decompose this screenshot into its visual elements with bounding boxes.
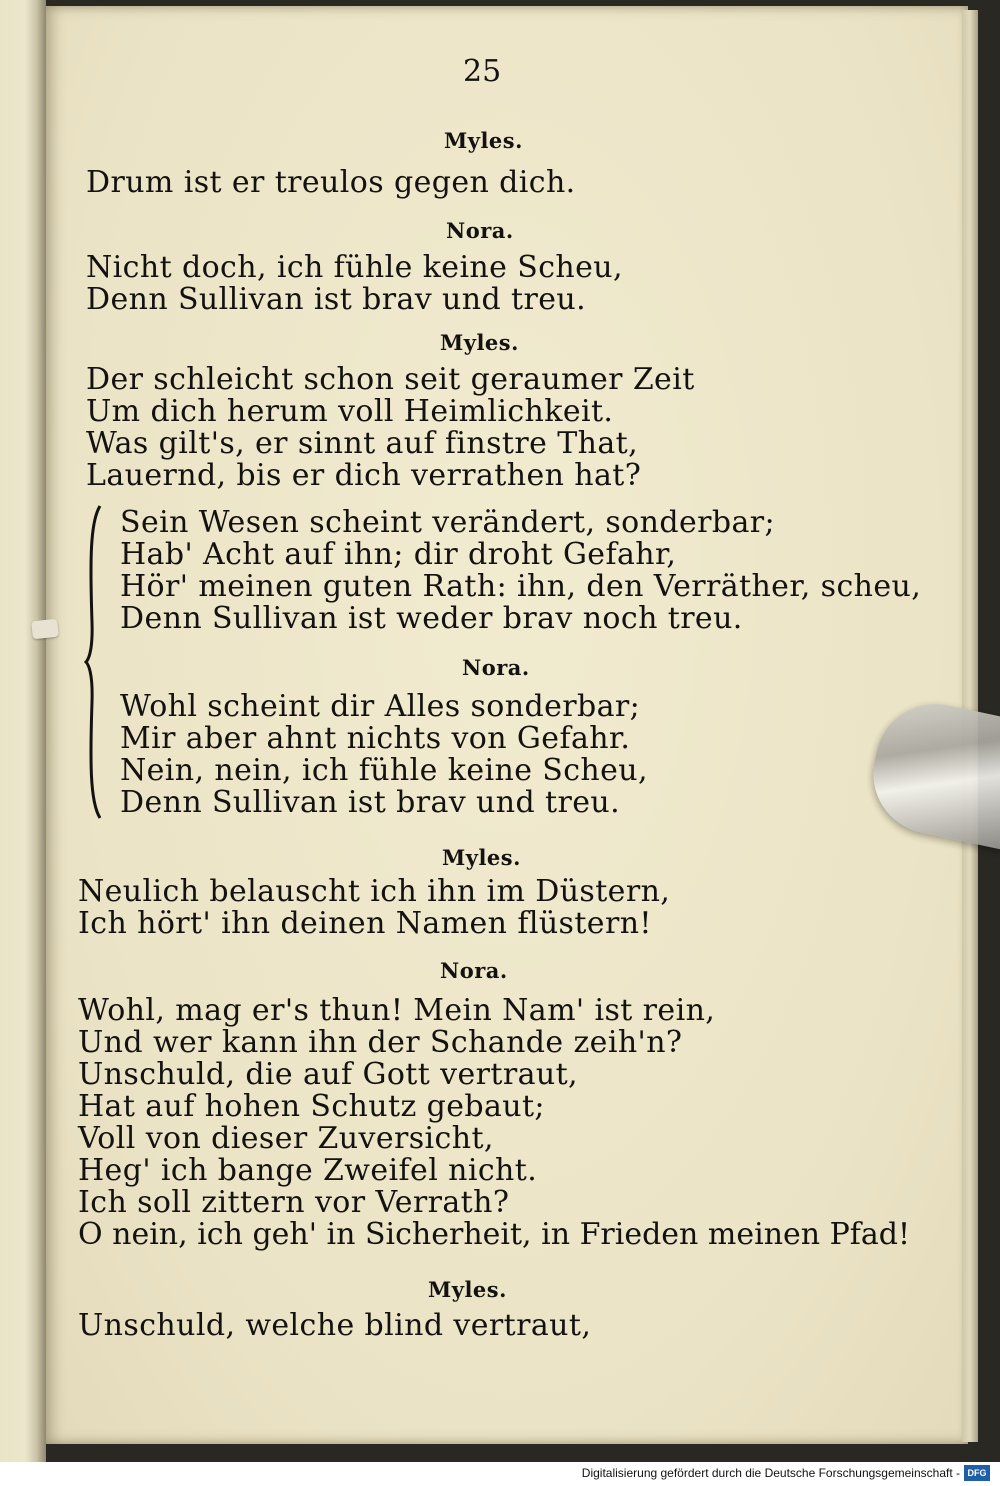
- speaker-name: Myles.: [444, 128, 523, 153]
- verse-line: Denn Sullivan ist brav und treu.: [86, 282, 587, 317]
- footer-credit: Digitalisierung gefördert durch die Deutsche Forschungsgemeinschaft -: [581, 1466, 960, 1480]
- verse-line: Ich hört' ihn deinen Namen flüstern!: [78, 906, 652, 941]
- verse-line: Unschuld, welche blind vertraut,: [78, 1308, 592, 1343]
- verse-line: Lauernd, bis er dich verrathen hat?: [86, 458, 642, 493]
- speaker-name: Nora.: [440, 958, 508, 983]
- verse-line: Denn Sullivan ist brav und treu.: [120, 785, 621, 820]
- verse-line: Der schleicht schon seit geraumer Zeit: [86, 362, 695, 397]
- verse-line: Nein, nein, ich fühle keine Scheu,: [120, 753, 648, 788]
- verse-line: Neulich belauscht ich ihn im Düstern,: [78, 874, 671, 909]
- speaker-name: Nora.: [462, 655, 530, 680]
- verse-line: Wohl scheint dir Alles sonderbar;: [120, 689, 641, 724]
- verse-line: Unschuld, die auf Gott vertraut,: [78, 1057, 578, 1092]
- verse-line: Wohl, mag er's thun! Mein Nam' ist rein,: [78, 993, 716, 1028]
- verse-line: Hab' Acht auf ihn; dir droht Gefahr,: [120, 537, 677, 572]
- speaker-name: Myles.: [442, 845, 521, 870]
- previous-page-edge: [0, 0, 46, 1462]
- verse-line: Heg' ich bange Zweifel nicht.: [78, 1153, 538, 1188]
- verse-line: O nein, ich geh' in Sicherheit, in Frieden meinen Pfad!: [78, 1217, 911, 1252]
- page-number: 25: [463, 54, 502, 89]
- verse-line: Um dich herum voll Heimlichkeit.: [86, 394, 614, 429]
- verse-line: Drum ist er treulos gegen dich.: [86, 165, 576, 200]
- speaker-name: Myles.: [440, 330, 519, 355]
- verse-line: Sein Wesen scheint verändert, sonderbar;: [120, 505, 775, 540]
- speaker-name: Myles.: [428, 1277, 507, 1302]
- verse-line: Hör' meinen guten Rath: ihn, den Verräther, scheu,: [120, 569, 922, 604]
- speaker-name: Nora.: [446, 218, 514, 243]
- binding-thread: [31, 619, 59, 640]
- verse-line: Ich soll zittern vor Verrath?: [78, 1185, 510, 1220]
- verse-line: Nicht doch, ich fühle keine Scheu,: [86, 250, 623, 285]
- dfg-logo: DFG: [964, 1465, 990, 1481]
- verse-line: Mir aber ahnt nichts von Gefahr.: [120, 721, 631, 756]
- verse-line: Voll von dieser Zuversicht,: [78, 1121, 494, 1156]
- curly-brace: [84, 502, 104, 822]
- verse-line: Denn Sullivan ist weder brav noch treu.: [120, 601, 743, 636]
- verse-line: Und wer kann ihn der Schande zeih'n?: [78, 1025, 683, 1060]
- verse-line: Was gilt's, er sinnt auf finstre That,: [86, 426, 639, 461]
- verse-line: Hat auf hohen Schutz gebaut;: [78, 1089, 545, 1124]
